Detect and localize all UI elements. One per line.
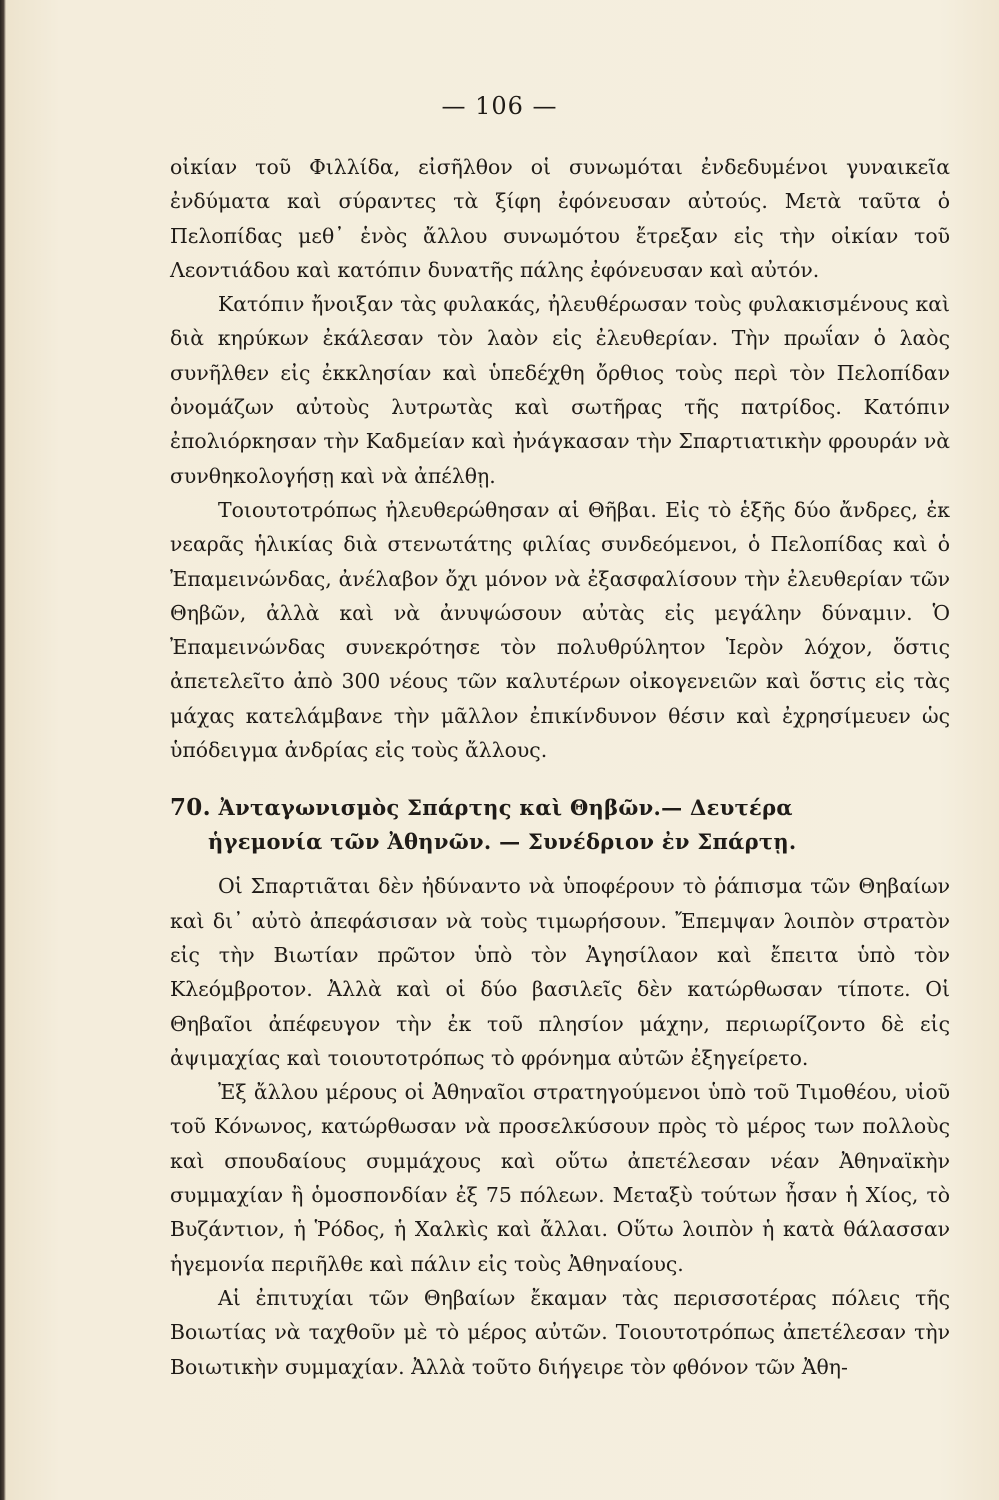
page-body [170,150,950,1384]
paragraph: Ἐξ ἄλλου μέρους οἱ Ἀθηναῖοι στρατηγούμενοι ὑπὸ τοῦ Τιμοθέου, υἱοῦ τοῦ Κόνωνος, κατώρθωσαν νὰ προσελκύσουν πρὸς τὸ μέρος των πολλοὺς καὶ σπουδαίους συμμάχους καὶ οὕτω ἀπετέλεσαν νέαν Ἀθηναϊκὴν συμμαχίαν ἢ ὁμοσπονδίαν ἐξ 75 πόλεων. Μεταξὺ τούτων ἦσαν ἡ Χίος, τὸ Βυζάντιον, ἡ Ῥόδος, ἡ Χαλκὶς καὶ ἄλλαι. Οὕτω λοιπὸν ἡ κατὰ θάλασσαν ἡγεμονία περιῆλθε καὶ πάλιν εἰς τοὺς Ἀθηναίους. [170,1080,950,1276]
paragraph: Αἱ ἐπιτυχίαι τῶν Θηβαίων ἔκαμαν τὰς περισσοτέρας πόλεις τῆς Βοιωτίας νὰ ταχθοῦν μὲ τὸ μέρος αὐτῶν. Τοιουτοτρόπως ἀπετέλεσαν τὴν Βοιωτικὴν συμμαχίαν. Ἀλλὰ τοῦτο διήγειρε τὸν φθόνον τῶν Ἀθη- [170,1285,950,1379]
binding-edge [0,0,6,1500]
section-title-line-1: Ἀνταγωνισμὸς Σπάρτης καὶ Θηβῶν.— Δευτέρα [218,795,793,821]
paragraph: Κατόπιν ἤνοιξαν τὰς φυλακάς, ἠλευθέρωσαν τοὺς φυλακισμένους καὶ διὰ κηρύκων ἐκάλεσαν τὸν λαὸν εἰς ἐλευθερίαν. Τὴν πρωΐαν ὁ λαὸς συνῆλθεν εἰς ἐκκλησίαν καὶ ὑπεδέχθη ὄρθιος τοὺς περὶ τὸν Πελοπίδαν ὀνομάζων αὐτοὺς λυτρωτὰς καὶ σωτῆρας τῆς πατρίδος. Κατόπιν ἐπολιόρκησαν τὴν Καδμείαν καὶ ἠνάγκασαν τὴν Σπαρτιατικὴν φρουράν νὰ συνθηκολογήσῃ καὶ νὰ ἀπέλθῃ. [170,292,950,488]
section-number: 70. [170,794,211,822]
paragraph: οἰκίαν τοῦ Φιλλίδα, εἰσῆλθον οἱ συνωμόται ἐνδεδυμένοι γυναικεῖα ἐνδύματα καὶ σύραντες τὰ ξίφη ἐφόνευσαν αὐτούς. Μετὰ ταῦτα ὁ Πελοπίδας μεθ᾽ ἑνὸς ἄλλου συνωμότου ἔτρεξαν εἰς τὴν οἰκίαν τοῦ Λεοντιάδου καὶ κατόπιν δυνατῆς πάλης ἐφόνευσαν καὶ αὐτόν. [170,155,950,282]
paragraph: Οἱ Σπαρτιᾶται δὲν ἠδύναντο νὰ ὑποφέρουν τὸ ῥάπισμα τῶν Θηβαίων καὶ δι᾽ αὐτὸ ἀπεφάσισαν νὰ τοὺς τιμωρήσουν. Ἔπεμψαν λοιπὸν στρατὸν εἰς τὴν Βιωτίαν πρῶτον ὑπὸ τὸν Ἀγησίλαον καὶ ἔπειτα ὑπὸ τὸν Κλεόμβροτον. Ἀλλὰ καὶ οἱ δύο βασιλεῖς δὲν κατώρθωσαν τίποτε. Οἱ Θηβαῖοι ἀπέφευγον τὴν ἐκ τοῦ πλησίον μάχην, περιωρίζοντο δὲ εἰς ἀψιμαχίας καὶ τοιουτοτρόπως τὸ φρόνημα αὐτῶν ἐξηγείρετο. [170,874,950,1070]
section-heading [170,791,950,859]
page-number: — 106 — [441,92,558,120]
paragraph: Τοιουτοτρόπως ἠλευθερώθησαν αἱ Θῆβαι. Εἰς τὸ ἑξῆς δύο ἄνδρες, ἐκ νεαρᾶς ἡλικίας διὰ στενωτάτης φιλίας συνδεόμενοι, ὁ Πελοπίδας καὶ ὁ Ἐπαμεινώνδας, ἀνέλαβον ὄχι μόνον νὰ ἐξασφαλίσουν τὴν ἐλευθερίαν τῶν Θηβῶν, ἀλλὰ καὶ νὰ ἀνυψώσουν αὐτὰς εἰς μεγάλην δύναμιν. Ὁ Ἐπαμεινώνδας συνεκρότησε τὸν πολυθρύλητον Ἱερὸν λόχον, ὅστις ἀπετελεῖτο ἀπὸ 300 νέους τῶν καλυτέρων οἰκογενειῶν καὶ ὅστις εἰς τὰς μάχας κατελάμβανε τὴν μᾶλλον ἐπικίνδυνον θέσιν καὶ ἐχρησίμευεν ὡς ὑπόδειγμα ἀνδρίας εἰς τοὺς ἄλλους. [170,497,950,763]
section-title-line-2: ἡγεμονία τῶν Ἀθηνῶν. — Συνέδριον ἐν Σπάρτῃ. [208,829,797,855]
